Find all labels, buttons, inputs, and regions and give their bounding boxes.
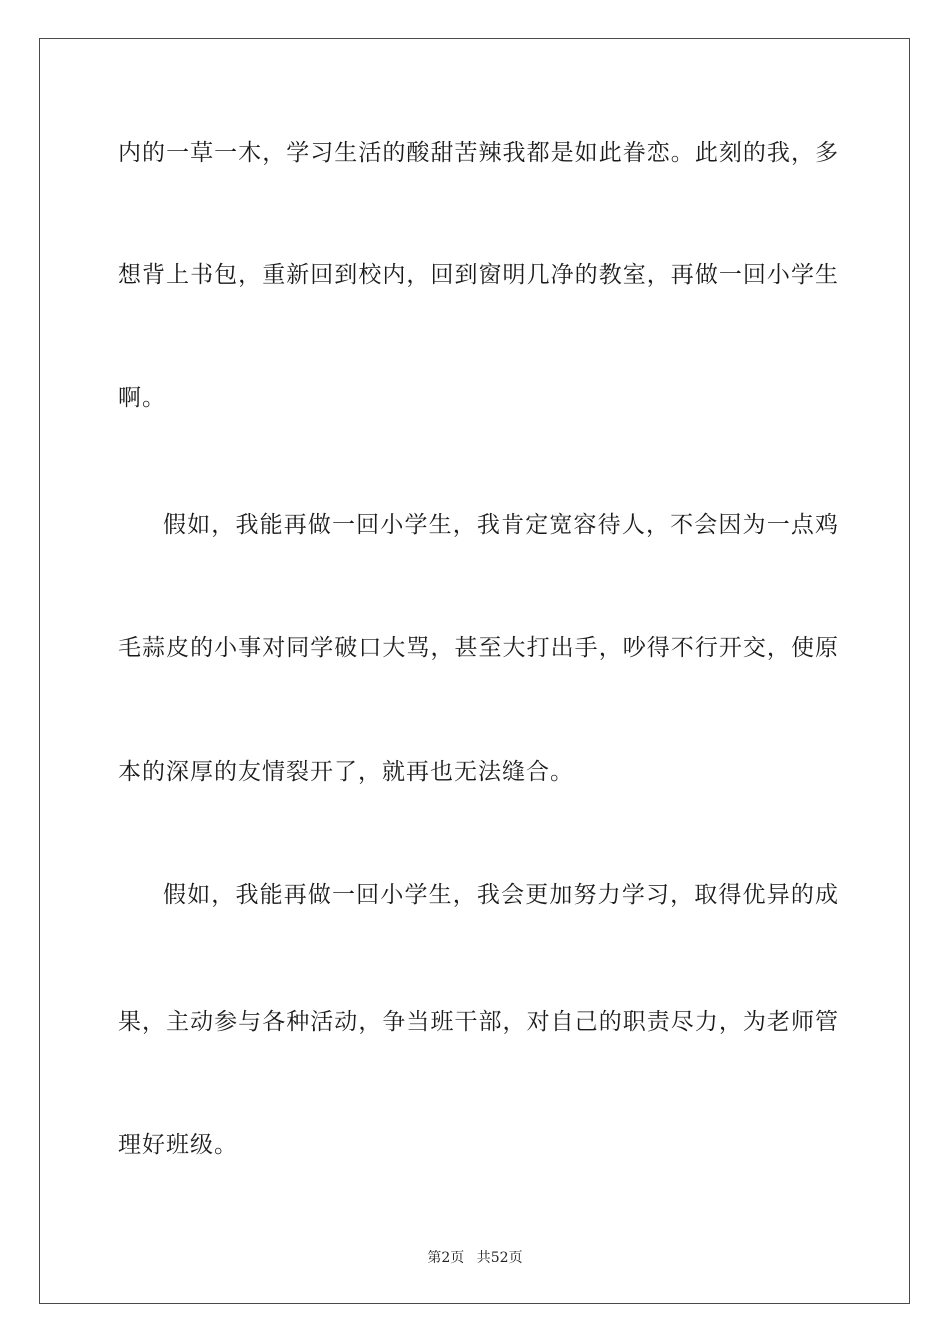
total-pages: 共52页: [476, 1250, 523, 1266]
paragraph-3-line-3: 理好班级。: [118, 1132, 238, 1158]
page-border: [39, 38, 910, 1304]
body-line-1: 内的一草一木，学习生活的酸甜苦辣我都是如此眷恋。此刻的我，多: [118, 140, 838, 166]
body-line-3: 啊。: [118, 385, 166, 411]
paragraph-3-line-2: 果，主动参与各种活动，争当班干部，对自己的职责尽力，为老师管: [118, 1009, 838, 1035]
page-footer: [0, 1247, 950, 1267]
paragraph-2-line-2: 毛蒜皮的小事对同学破口大骂，甚至大打出手，吵得不行开交，使原: [118, 635, 838, 661]
page-number: 第2页: [427, 1250, 465, 1266]
body-line-2: 想背上书包，重新回到校内，回到窗明几净的教室，再做一回小学生: [118, 262, 838, 288]
paragraph-2-line-3: 本的深厚的友情裂开了，就再也无法缝合。: [118, 759, 574, 785]
paragraph-3-line-1: 假如，我能再做一回小学生，我会更加努力学习，取得优异的成: [163, 882, 838, 908]
paragraph-2-line-1: 假如，我能再做一回小学生，我肯定宽容待人，不会因为一点鸡: [163, 512, 838, 538]
